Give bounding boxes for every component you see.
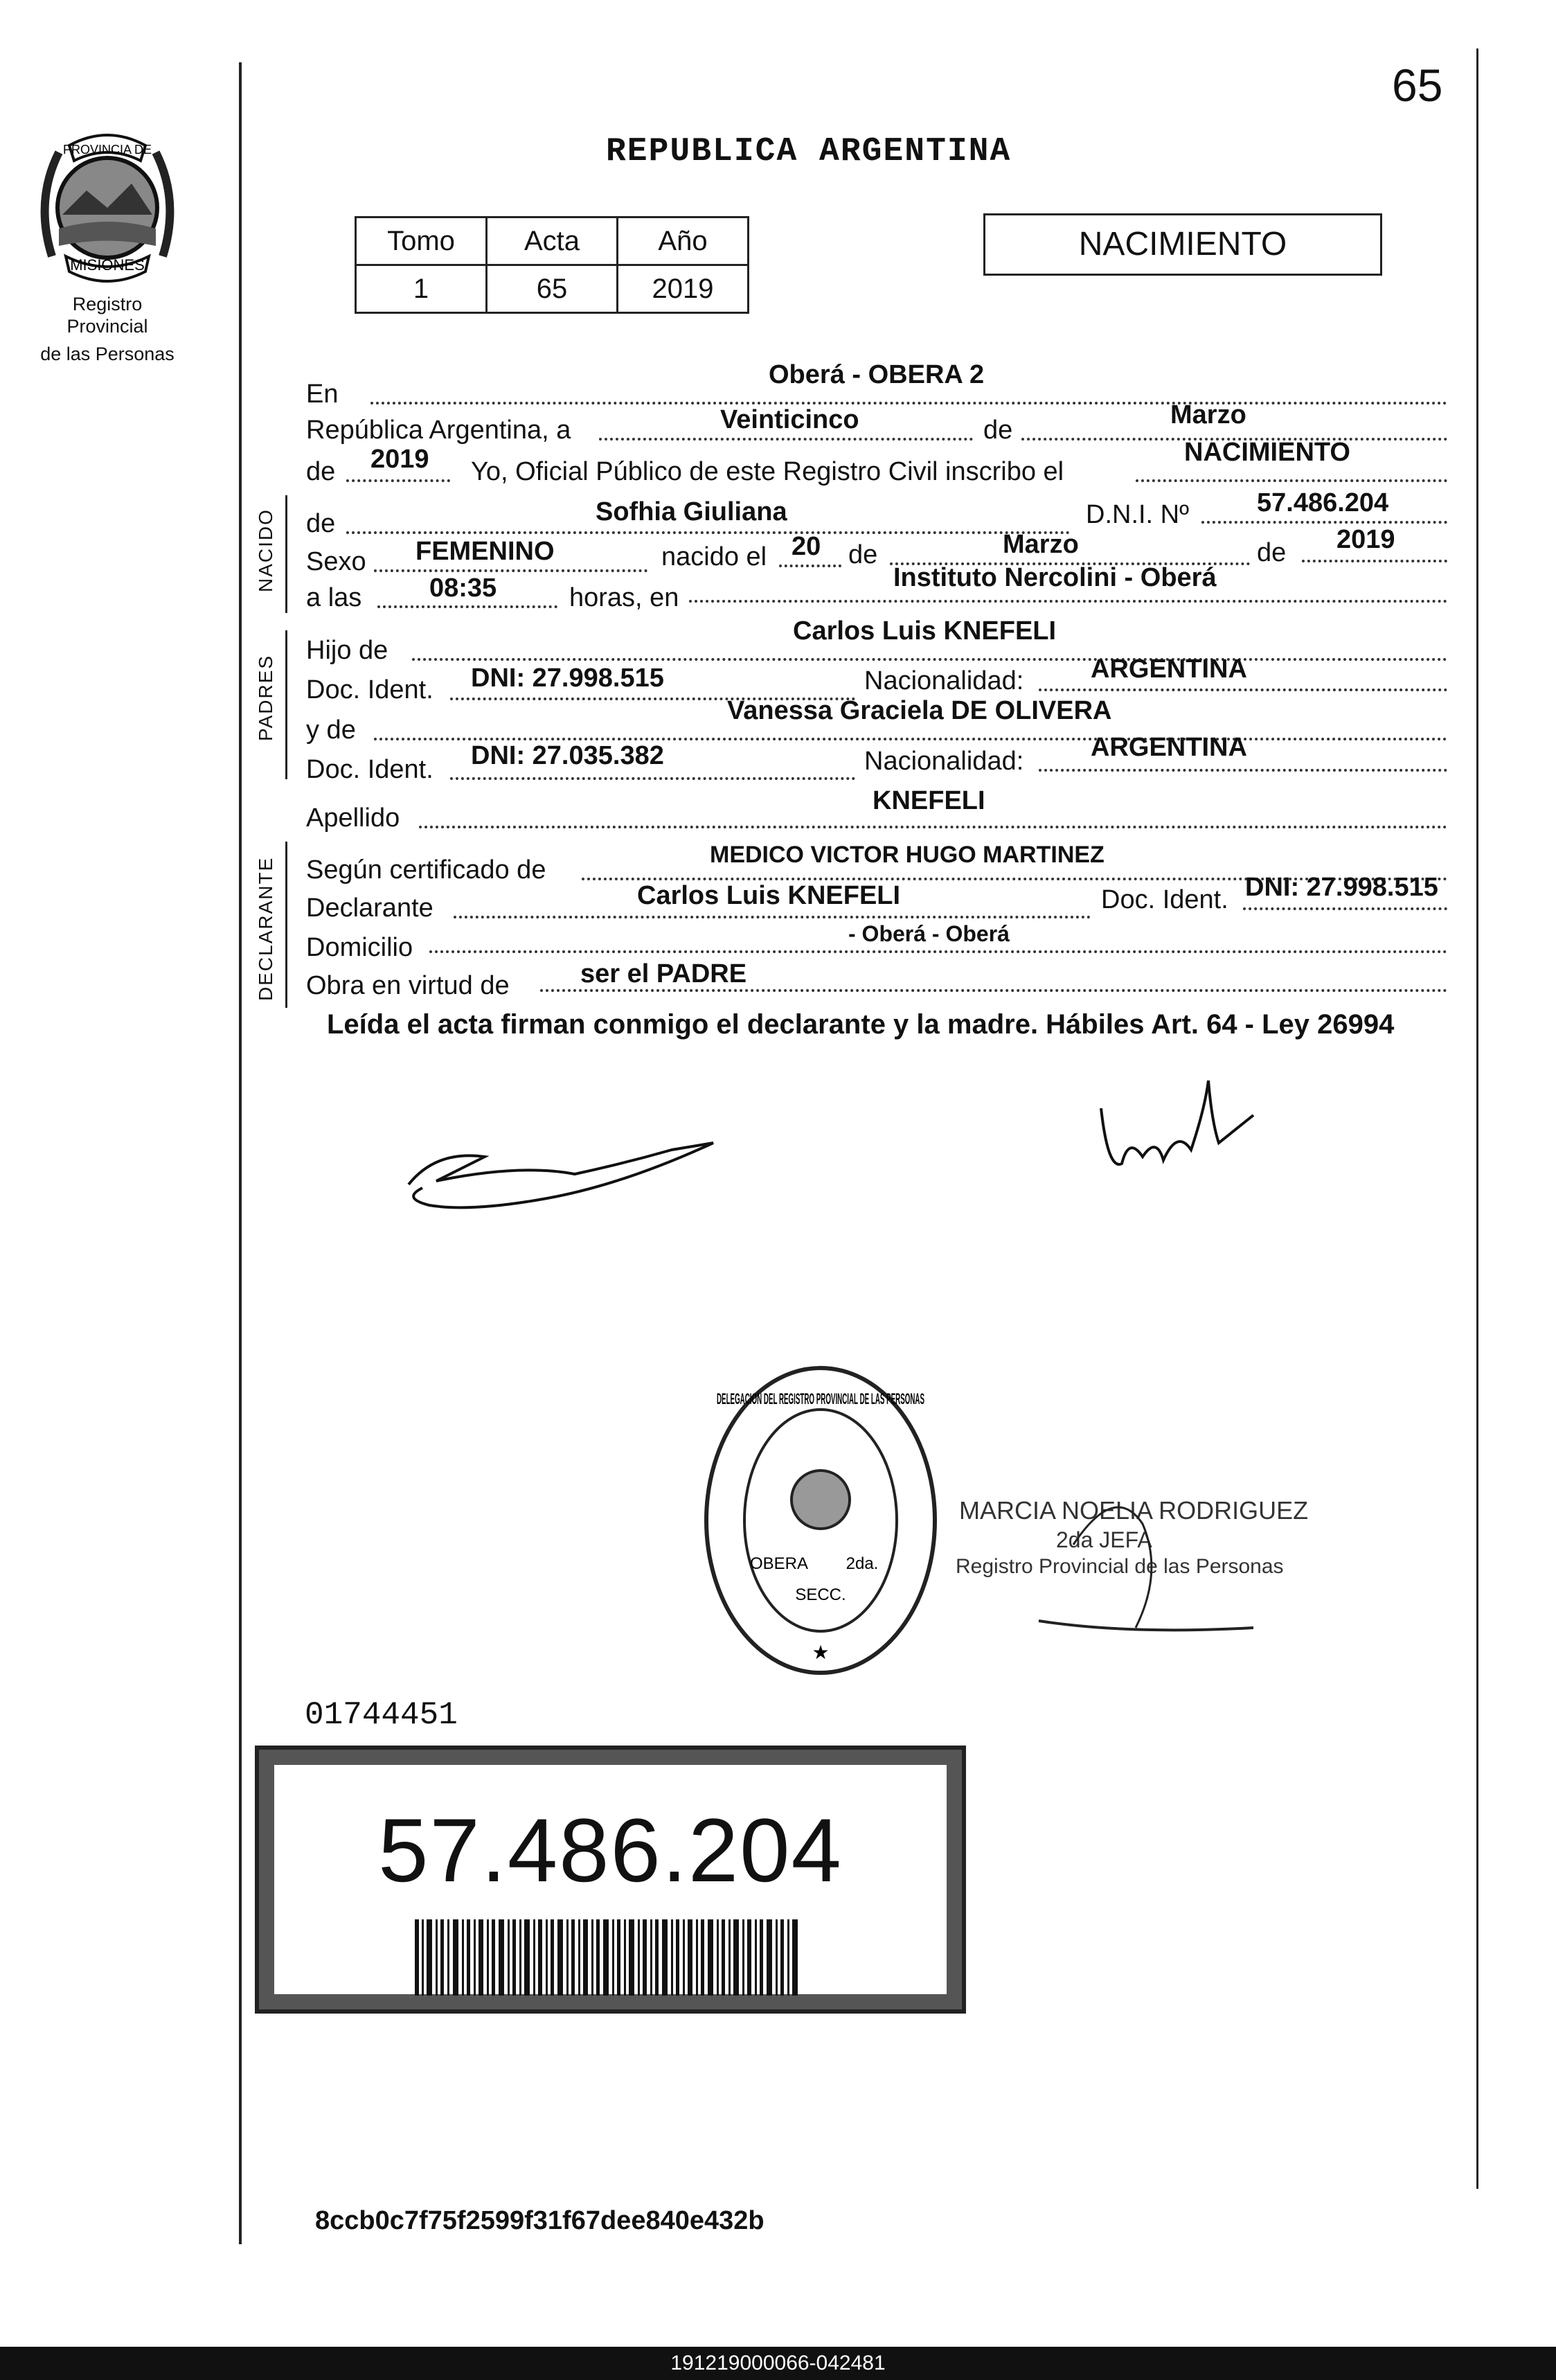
value-tomo: 1: [356, 265, 487, 313]
closing-note: Leída el acta firman conmigo el declarante y la madre. Hábiles Art. 64 - Ley 26994: [327, 1009, 1395, 1040]
stamp-signature: [1025, 1468, 1267, 1649]
mother-doc: DNI: 27.035.382: [471, 741, 664, 770]
dotted-line: [374, 738, 1447, 740]
birth-day: 20: [792, 532, 821, 561]
label-de: de: [983, 416, 1013, 445]
birth-month: Marzo: [1003, 530, 1079, 559]
mother-name: Vanessa Graciela DE OLIVERA: [727, 696, 1112, 725]
dotted-line: [419, 826, 1447, 828]
section-line-nacido: [285, 495, 287, 613]
label-hijo: Hijo de: [306, 636, 388, 665]
sex-value: FEMENINO: [415, 537, 555, 566]
signature-declarant: [395, 1122, 727, 1261]
footer-bar: 191219000066-042481: [0, 2347, 1556, 2380]
value-anio: 2019: [618, 265, 749, 313]
stamp-center-1: OBERA: [749, 1554, 809, 1573]
dotted-line: [346, 531, 1070, 534]
section-line-declarante: [285, 842, 287, 1008]
dotted-line: [1243, 907, 1447, 910]
label-de-nombre: de: [306, 509, 336, 538]
label-de-anio: de: [1257, 538, 1287, 567]
section-label-padres: PADRES: [255, 654, 276, 741]
child-dni: 57.486.204: [1257, 488, 1389, 517]
declarant-doc: DNI: 27.998.515: [1245, 873, 1438, 902]
month-value: Marzo: [1170, 400, 1246, 429]
label-doc-declarante: Doc. Ident.: [1101, 885, 1228, 914]
label-apellido: Apellido: [306, 803, 400, 833]
logo-caption-1: Registro Provincial: [66, 294, 148, 337]
label-nacido: nacido el: [661, 542, 767, 571]
birth-hour: 08:35: [429, 574, 497, 603]
label-yo: Yo, Oficial Público de este Registro Civil inscribo el: [471, 457, 1064, 486]
dotted-line: [1039, 769, 1447, 772]
dotted-line: [377, 605, 557, 608]
reason-value: ser el PADRE: [580, 959, 747, 988]
barcode-icon: [415, 1919, 803, 1996]
stamp-official-org: Registro Provincial de las Personas: [956, 1555, 1284, 1578]
dni-label-number: 57.486.204: [378, 1800, 843, 1901]
address-value: - Oberá - Oberá: [848, 921, 1010, 946]
label-doc-padre: Doc. Ident.: [306, 675, 433, 704]
page-title: REPUBLICA ARGENTINA: [606, 133, 1012, 170]
header-tomo: Tomo: [356, 217, 487, 265]
label-certificado: Según certificado de: [306, 855, 546, 885]
label-nacionalidad-madre: Nacionalidad:: [864, 747, 1024, 776]
label-nacionalidad-padre: Nacionalidad:: [864, 666, 1024, 695]
father-doc: DNI: 27.998.515: [471, 664, 664, 693]
stamp-official-role: 2da JEFA: [1056, 1527, 1152, 1552]
dotted-line: [450, 777, 855, 780]
logo-text-top: PROVINCIA DE: [62, 143, 152, 157]
right-margin-line: [1476, 48, 1478, 2189]
dotted-line: [1039, 689, 1447, 691]
stamp-center-3: 2da.: [846, 1554, 879, 1573]
section-label-nacido: NACIDO: [255, 508, 276, 592]
label-domicilio: Domicilio: [306, 933, 413, 962]
label-declarante: Declarante: [306, 894, 433, 923]
official-stamp: [692, 1361, 956, 1694]
certificate-value: MEDICO VICTOR HUGO MARTINEZ: [710, 842, 1105, 868]
section-label-declarante: DECLARANTE: [255, 856, 276, 1001]
stamp-circular-text: DELEGACION DEL REGISTRO PROVINCIAL DE LAS PERSONAS: [717, 1390, 924, 1407]
logo-text-bottom: MISIONES: [70, 256, 145, 274]
dotted-line: [599, 438, 973, 441]
label-doc-madre: Doc. Ident.: [306, 755, 433, 784]
document-hash: 8ccb0c7f75f2599f31f67dee840e432b: [315, 2206, 764, 2235]
province-logo: [31, 125, 184, 365]
province-seal-icon: [31, 125, 184, 284]
signature-official: [1087, 1067, 1288, 1205]
stamp-center-2: SECC.: [795, 1586, 846, 1604]
stamp-official-name: MARCIA NOELIA RODRIGUEZ: [959, 1496, 1309, 1525]
label-obra: Obra en virtud de: [306, 971, 510, 1000]
father-name: Carlos Luis KNEFELI: [793, 616, 1057, 646]
father-nationality: ARGENTINA: [1091, 655, 1247, 684]
place-value: Oberá - OBERA 2: [769, 360, 985, 389]
dotted-line: [454, 916, 1091, 918]
registry-value-row: [356, 265, 749, 313]
label-de-year: de: [306, 457, 336, 486]
registry-table: [355, 216, 749, 314]
dotted-line: [779, 565, 841, 567]
value-acta: 65: [487, 265, 618, 313]
declarant-name: Carlos Luis KNEFELI: [637, 881, 901, 910]
record-type-box: NACIMIENTO: [983, 213, 1382, 276]
label-en: En: [306, 380, 339, 409]
child-name: Sofhia Giuliana: [596, 497, 787, 526]
dotted-line: [1302, 560, 1447, 562]
label-alas: a las: [306, 583, 362, 612]
dni-label-box: [255, 1746, 966, 2014]
mother-nationality: ARGENTINA: [1091, 733, 1247, 762]
dotted-line: [429, 950, 1447, 953]
dotted-line: [412, 658, 1447, 661]
surname-value: KNEFELI: [873, 786, 985, 815]
header-anio: Año: [618, 217, 749, 265]
star-icon: ★: [812, 1642, 830, 1663]
label-dni: D.N.I. Nº: [1086, 500, 1189, 529]
label-de-nac: de: [848, 540, 878, 569]
dotted-line: [689, 600, 1447, 603]
year-value: 2019: [370, 445, 429, 474]
registry-header-row: [356, 217, 749, 265]
section-line-padres: [285, 630, 287, 779]
dotted-line: [374, 569, 647, 572]
birth-year: 2019: [1336, 525, 1395, 554]
dotted-line: [370, 402, 1447, 405]
page-number: 65: [1392, 60, 1443, 111]
left-margin-line: [239, 62, 242, 2244]
label-yde: y de: [306, 716, 356, 745]
header-acta: Acta: [487, 217, 618, 265]
label-sexo: Sexo: [306, 547, 366, 576]
logo-caption-2: de las Personas: [40, 344, 175, 364]
label-republica: República Argentina, a: [306, 416, 571, 445]
birth-place: Instituto Nercolini - Oberá: [893, 563, 1217, 592]
serial-number: 01744451: [305, 1697, 458, 1733]
dotted-line: [1201, 521, 1447, 524]
dotted-line: [346, 479, 450, 482]
label-horas: horas, en: [569, 583, 679, 612]
dotted-line: [1136, 479, 1447, 482]
dotted-line: [540, 989, 1447, 992]
inscription-type: NACIMIENTO: [1184, 438, 1350, 467]
day-value: Veinticinco: [720, 405, 859, 434]
